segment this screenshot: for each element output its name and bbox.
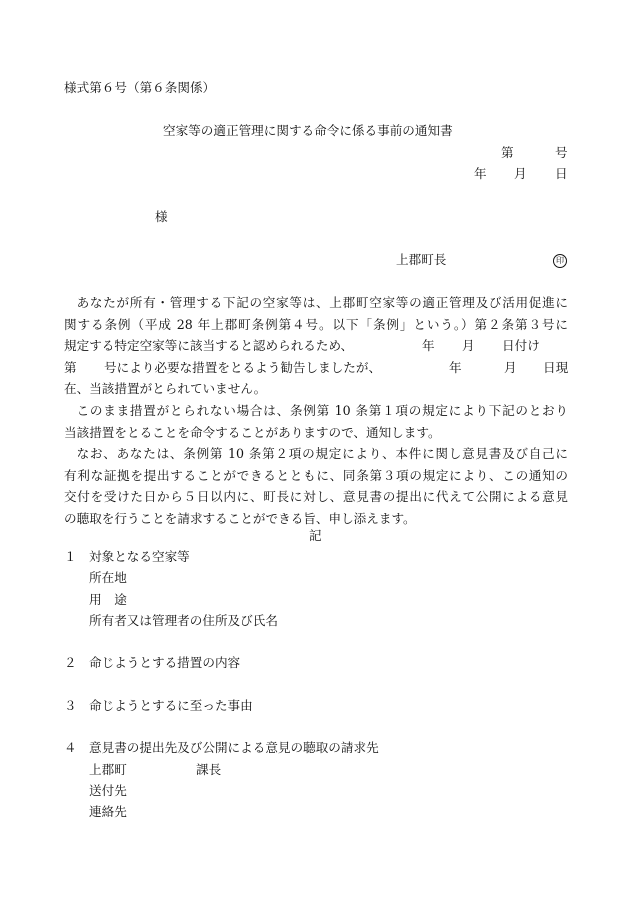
form-number: 様式第６号（第６条関係） [64,80,216,95]
section-4-send-to: 送付先 [89,783,127,798]
section-2-number: ２ [64,655,77,670]
notice-paragraph-3 [64,443,568,529]
section-4-town: 上郡町 [89,762,127,777]
date-day: 日 [555,166,568,181]
paragraph-1-text-4: 号により必要な措置をとるよう勧告しましたが、 [104,359,382,375]
section-1-label: 対象となる空家等 [89,549,190,564]
section-4-contact: 連絡先 [89,804,127,819]
section-1-item-owner: 所有者又は管理者の住所及び氏名 [89,613,278,628]
paragraph-1-line-2: 関する条例（平成 28 年上郡町条例第４号。以下「条例」という。）第２条第３号に [64,316,568,332]
sender-name: 上郡町長 [396,252,447,267]
seal-icon: 印 [553,254,567,268]
document-number-prefix: 第 [501,145,514,160]
section-1-item-location: 所在地 [89,570,127,585]
blank-day-current: 日現 [543,359,569,375]
section-3-label: 命じようとするに至った事由 [89,698,253,713]
paragraph-3-line-4: の聴取を行うことを請求することができる旨、申し添えます。 [64,510,416,526]
paragraph-3-line-2: 有利な証拠を提出することができるとともに、同条第３項の規定により、この通知の [64,467,568,483]
paragraph-3-line-1: なお、あなたは、条例第 10 条第２項の規定により、本件に関し意見書及び自己に [76,446,568,461]
blank-month-2: 月 [504,359,517,375]
section-1-item-use: 用 途 [89,592,127,607]
paragraph-1-line-3 [64,335,568,357]
paragraph-3-line-3: 交付を受けた日から５日以内に、町長に対し、意見書の提出に代えて公開による意見 [64,489,568,504]
blank-year: 年 [422,338,435,353]
date-year: 年 [474,166,487,181]
section-4-number: ４ [64,740,77,755]
section-4-label: 意見書の提出先及び公開による意見の聴取の請求先 [89,740,379,755]
paragraph-2-line-2: 当該措置をとることを命令することがありますので、通知します。 [64,424,441,440]
paragraph-2-line-1: このまま措置がとられない場合は、条例第 10 条第１項の規定により下記のとおり [76,403,568,418]
section-1-number: １ [64,549,77,564]
date-month: 月 [514,166,527,181]
paragraph-1-line-1: あなたが所有・管理する下記の空家等は、上郡町空家等の適正管理及び活用促進に [76,295,569,310]
seal-mark [553,253,567,268]
blank-year-2: 年 [449,359,462,375]
paragraph-1-text-3: 規定する特定空家等に該当すると認められるため、 [64,338,354,353]
notice-paragraph-1 [64,292,568,400]
section-4-chief: 課長 [196,762,222,777]
document-number-suffix: 号 [555,145,568,160]
section-2-label: 命じようとする措置の内容 [89,655,241,670]
addressee-suffix: 様 [155,209,168,224]
document-title: 空家等の適正管理に関する命令に係る事前の通知書 [163,123,453,138]
notice-paragraph-2 [64,400,568,443]
blank-day-dated: 日付け [502,338,540,353]
blank-number-prefix: 第 [64,359,77,375]
ki-heading: 記 [309,528,322,543]
paragraph-1-line-4 [64,357,568,379]
blank-month: 月 [462,338,475,353]
paragraph-1-line-5: 在、当該措置がとられていません。 [64,381,267,396]
section-3-number: ３ [64,698,77,713]
